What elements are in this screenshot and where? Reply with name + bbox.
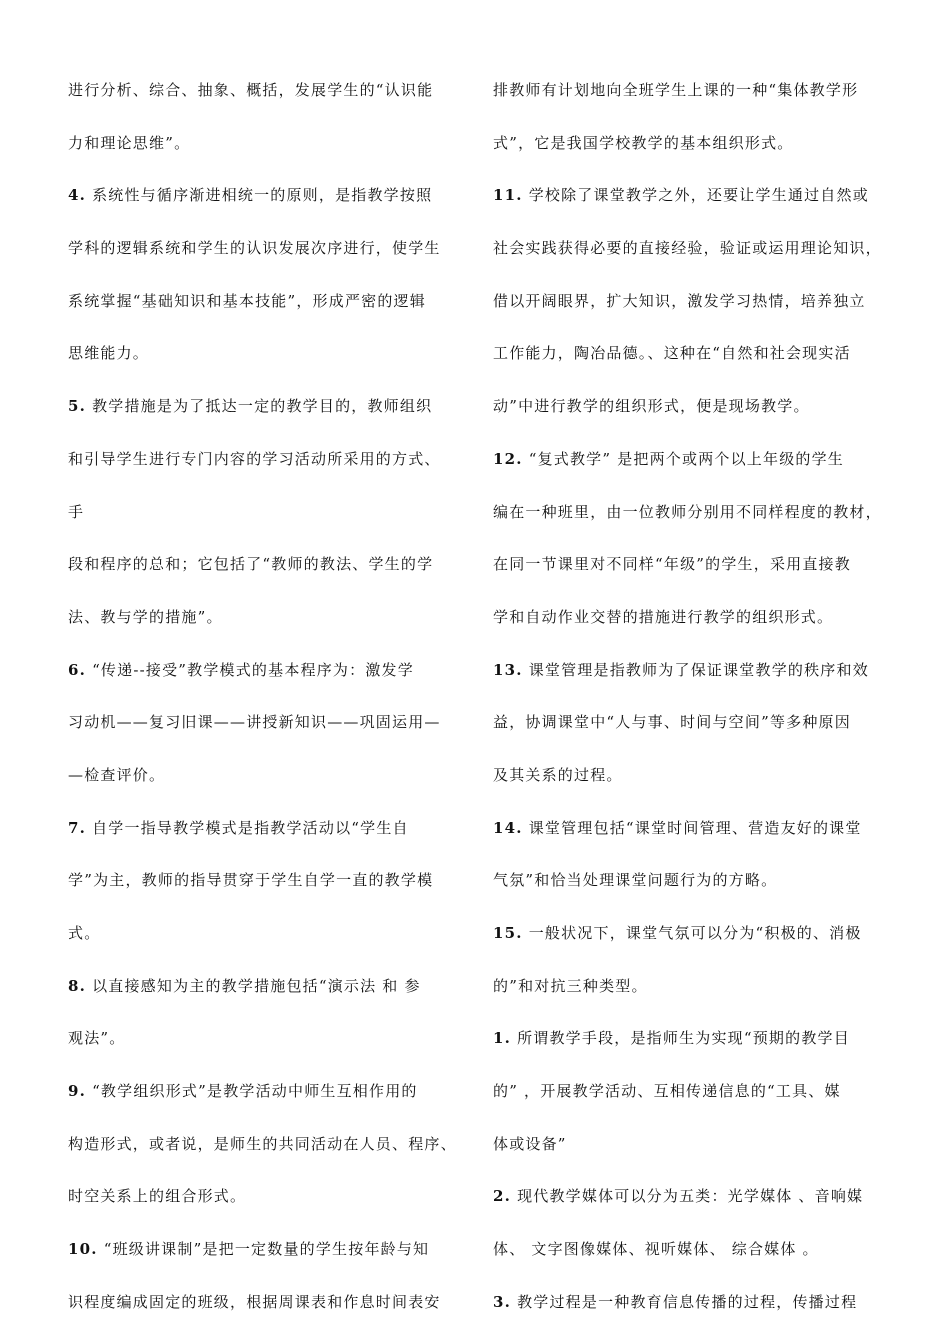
text-line [493,802,893,855]
text-line [493,696,893,749]
text-line [68,275,460,328]
text-line [493,486,893,539]
text-line [493,64,893,117]
line-text: 学”为主，教师的指导贯穿于学生自学一直的教学模 [68,871,434,890]
text-line [493,644,893,697]
line-text: —检查评价。 [68,765,166,784]
text-line [493,327,893,380]
text-line [68,64,460,117]
line-text: 系统性与循序渐进相统一的原则，是指教学按照 [92,186,433,205]
line-text: “班级讲课制”是把一定数量的学生按年龄与知 [103,1240,430,1259]
line-text: 自学一指导教学模式是指教学活动以“学生自 [92,818,409,837]
text-line [493,433,893,486]
line-text: 体或设备” [493,1134,567,1153]
item-number: 9. [68,1082,87,1101]
line-text: 思维能力。 [68,344,150,363]
text-line [493,907,893,960]
item-number: 3. [493,1292,512,1311]
item-number: 13. [493,660,523,679]
text-line [68,1012,460,1065]
text-line [68,696,460,749]
text-line [68,802,460,855]
line-text: 气氛”和恰当处理课堂问题行为的方略。 [493,871,778,890]
text-line [68,486,460,539]
item-number: 5. [68,397,87,416]
line-text: 习动机——复习旧课——讲授新知识——巩固运用— [68,713,441,732]
text-line [68,538,460,591]
item-number: 10. [68,1240,98,1259]
left-text-column [68,64,460,1329]
line-text: 的” ，开展教学活动、互相传递信息的“工具、媒 [493,1082,841,1101]
line-text: 法、教与学的措施”。 [68,607,223,626]
text-line [493,380,893,433]
line-text: 排教师有计划地向全班学生上课的一种“集体教学形 [493,81,859,99]
item-number: 6. [68,660,87,679]
line-text: 教学过程是一种教育信息传播的过程，传播过程 [517,1292,858,1311]
line-text: 构造形式，或者说，是师生的共同活动在人员、程序、 [68,1134,457,1153]
text-line [493,1223,893,1276]
text-line [68,749,460,802]
text-line [68,380,460,433]
text-line [68,433,460,486]
item-number: 1. [493,1029,512,1048]
line-text: 学和自动作业交替的措施进行教学的组织形式。 [493,607,834,626]
text-line [68,1065,460,1118]
text-line [68,327,460,380]
text-line [493,854,893,907]
line-text: 式。 [68,924,101,942]
text-line [68,222,460,275]
text-line [68,1276,460,1329]
text-line [493,591,893,644]
line-text: 和引导学生进行专门内容的学习活动所采用的方式、 [68,449,441,468]
line-text: 的”和对抗三种类型。 [493,976,648,995]
text-line [493,1170,893,1223]
text-line [493,749,893,802]
line-text: 借以开阔眼界，扩大知识，激发学习热情，培养独立 [493,291,866,310]
text-line [493,538,893,591]
text-line [493,1118,893,1171]
line-text: 体、 文字图像媒体、视听媒体、 综合媒体 。 [493,1240,819,1259]
text-line [493,169,893,222]
item-number: 8. [68,976,87,995]
line-text: 所谓教学手段，是指师生为实现“预期的教学目 [517,1029,850,1048]
text-line [68,960,460,1013]
text-line [68,169,460,222]
line-text: 课堂管理包括“课堂时间管理、营造友好的课堂 [528,818,862,837]
line-text: 学科的逻辑系统和学生的认识发展次序进行，使学生 [68,239,441,258]
text-line [68,854,460,907]
text-line [68,591,460,644]
line-text: 时空关系上的组合形式。 [68,1187,247,1206]
line-text: 在同一节课里对不同样“年级”的学生，采用直接教 [493,555,851,574]
item-number: 2. [493,1187,512,1206]
line-text: 手 [68,502,85,521]
line-text: 现代教学媒体可以分为五类：光学媒体 、音响媒 [517,1187,864,1206]
line-text: 工作能力，陶冶品德。、这种在“自然和社会现实活 [493,344,851,363]
text-line [68,1170,460,1223]
right-text-column [493,64,893,1329]
line-text: 教学措施是为了抵达一定的教学目的，教师组织 [92,397,433,416]
item-number: 7. [68,818,87,837]
line-text: 社会实践获得必要的直接经验，验证或运用理论知识， [493,239,882,258]
text-line [68,907,460,960]
item-number: 12. [493,449,523,468]
item-number: 4. [68,186,87,205]
item-number: 11. [493,186,523,205]
line-text: 识程度编成固定的班级，根据周课表和作息时间表安 [68,1292,441,1311]
text-line [493,960,893,1013]
line-text: “传递--接受”教学模式的基本程序为：激发学 [92,660,414,679]
text-line [493,222,893,275]
line-text: 系统掌握“基础知识和基本技能”，形成严密的逻辑 [68,291,426,310]
line-text: 观法”。 [68,1029,126,1048]
text-line [68,117,460,170]
item-number: 14. [493,818,523,837]
text-line [493,275,893,328]
text-line [493,117,893,170]
line-text: 动”中进行教学的组织形式，便是现场教学。 [493,397,810,416]
line-text: 段和程序的总和；它包括了“教师的教法、学生的学 [68,555,434,574]
line-text: 编在一种班里，由一位教师分别用不同样程度的教材， [493,502,882,521]
line-text: 以直接感知为主的教学措施包括“演示法 和 参 [92,976,421,995]
line-text: 及其关系的过程。 [493,765,623,784]
line-text: “复式教学” 是把两个或两个以上年级的学生 [528,449,845,468]
line-text: 进行分析、综合、抽象、概括，发展学生的“认识能 [68,81,434,99]
text-line [493,1012,893,1065]
line-text: 力和理论思维”。 [68,133,191,152]
text-line [68,644,460,697]
line-text: 一般状况下，课堂气氛可以分为“积极的、消极 [528,924,862,942]
line-text: 学校除了课堂教学之外，还要让学生通过自然或 [528,186,869,205]
text-line [68,1118,460,1171]
text-line [493,1065,893,1118]
line-text: 益，协调课堂中“人与事、时间与空间”等多种原因 [493,713,851,732]
text-line [493,1276,893,1329]
text-line [68,1223,460,1276]
line-text: 课堂管理是指教师为了保证课堂教学的秩序和效 [528,660,869,679]
line-text: “教学组织形式”是教学活动中师生互相作用的 [92,1082,418,1101]
line-text: 式”，它是我国学校教学的基本组织形式。 [493,133,794,152]
item-number: 15. [493,924,523,942]
